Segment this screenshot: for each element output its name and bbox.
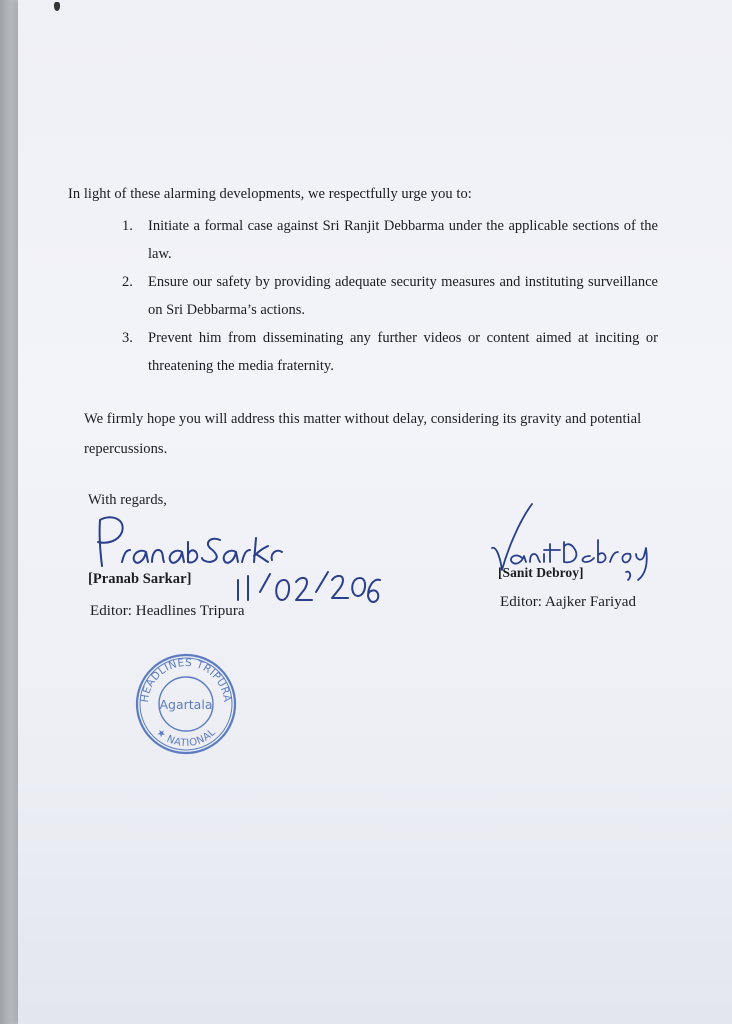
signature-pranab-sarkar [86, 512, 286, 574]
list-item [122, 324, 658, 380]
list-item [122, 268, 658, 324]
page-edge-shadow [0, 0, 18, 1024]
salutation: With regards, [88, 492, 167, 508]
closing-paragraph: We firmly hope you will address this matter without delay, considering its gravity and potential repercussions. [84, 411, 642, 457]
ink-mark [54, 2, 60, 11]
list-text: Prevent him from disseminating any further videos or content aimed at inciting or threatening the media fraternity. [148, 330, 658, 374]
svg-text:★ NATIONAL: ★ NATIONAL [153, 726, 219, 750]
signatory-name: [Pranab Sarkar] [88, 571, 192, 587]
list-text: Initiate a formal case against Sri Ranjit Debbarma under the applicable sections of the law. [148, 218, 658, 262]
list-number: 3. [122, 330, 133, 346]
list-number: 2. [122, 274, 133, 290]
signatory-title: Editor: Headlines Tripura [90, 603, 245, 619]
list-number: 1. [122, 218, 133, 234]
intro-paragraph: In light of these alarming developments, we respectfully urge you to: [68, 186, 472, 202]
svg-text:HEADLINES TRIPURA: HEADLINES TRIPURA [138, 656, 234, 704]
signatory-name: [Sanit Debroy] [498, 565, 584, 580]
svg-text:Agartala: Agartala [159, 697, 213, 712]
signatory-title: Editor: Aajker Fariyad [500, 594, 637, 610]
list-item [122, 212, 658, 268]
handwritten-date [230, 566, 380, 614]
request-list [122, 212, 658, 380]
seal-stamp [134, 652, 238, 756]
list-text: Ensure our safety by providing adequate security measures and instituting surveillance on Sri Debbarma’s actions. [148, 274, 658, 318]
